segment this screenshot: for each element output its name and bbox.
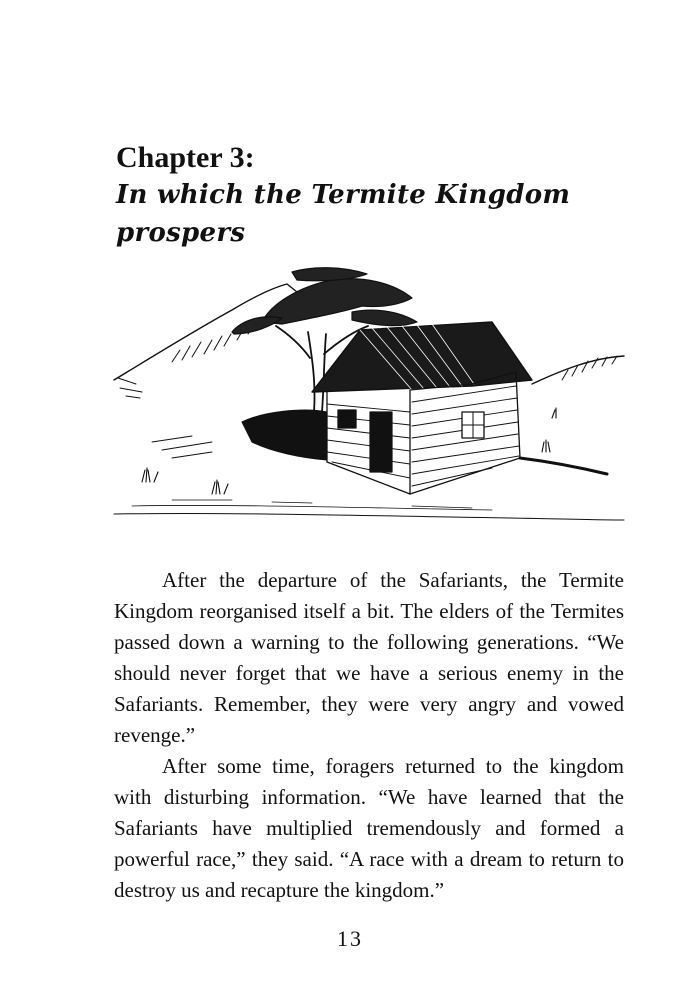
body-text bbox=[114, 565, 624, 906]
ground-line bbox=[114, 513, 624, 520]
chapter-heading bbox=[116, 140, 636, 252]
chapter-number: Chapter 3: bbox=[116, 141, 255, 174]
page-number: 13 bbox=[337, 926, 363, 951]
chapter-subtitle-line-2: prospers bbox=[116, 218, 246, 248]
paragraph-2: After some time, foragers returned to the kingdom with disturbing information. “We have learned that the Safariants have multiplied tremendously and formed a powerful race,” they said. “A race with a dream to return to destroy us and recapture the kingdom.” bbox=[114, 754, 624, 902]
hut-roof bbox=[312, 322, 532, 392]
hut-under-tree-icon bbox=[112, 262, 627, 532]
hut-shadow bbox=[242, 410, 327, 460]
tree-canopy bbox=[232, 268, 417, 334]
chapter-subtitle-line-1: In which the Termite Kingdom bbox=[116, 180, 571, 210]
paragraph-1: After the departure of the Safariants, the Termite Kingdom reorganised itself a bit. The elders of the Termites passed down a warning to the following generations. “We should never forget that we have a serious enemy in the Safariants. Remember, they were very angry and vowed revenge.” bbox=[114, 568, 624, 747]
mountain-right bbox=[532, 356, 624, 384]
